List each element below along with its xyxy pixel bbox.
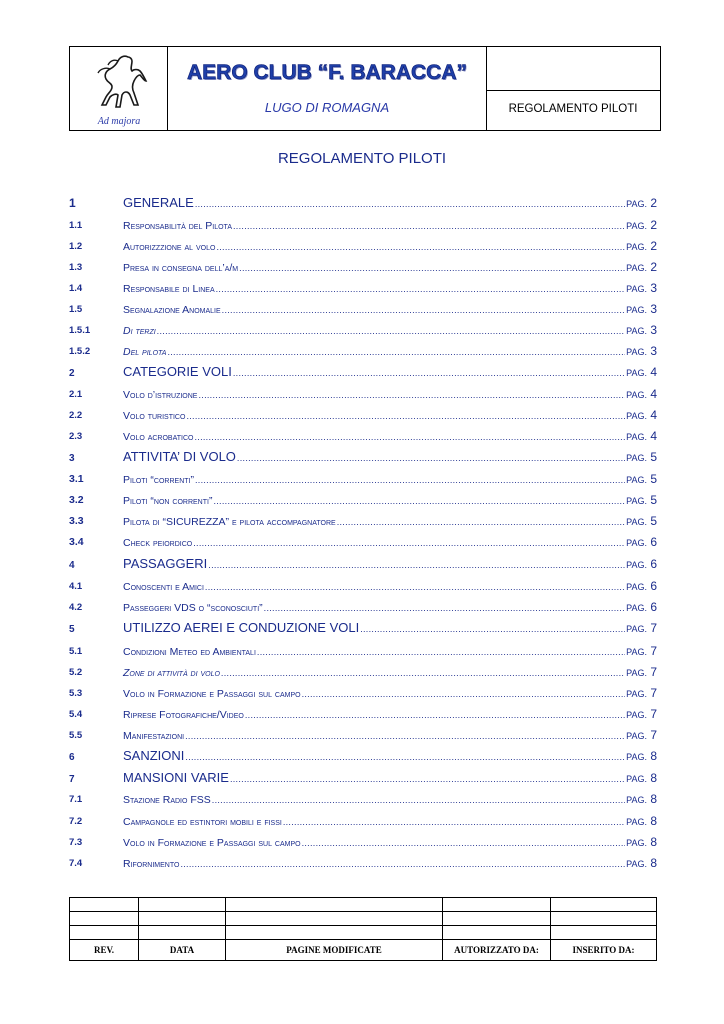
toc-title: Zone di attività di volo (123, 667, 220, 679)
page-title: REGOLAMENTO PILOTI (277, 150, 447, 167)
toc-number: 3.4 (69, 536, 84, 548)
toc-title: Rifornimento (123, 858, 180, 870)
toc-line (123, 342, 657, 360)
toc-title: MANSIONI VARIE (123, 770, 229, 785)
toc-page (626, 408, 657, 422)
toc-entry[interactable] (69, 470, 657, 490)
toc-line (123, 705, 657, 723)
toc-line (123, 363, 657, 381)
toc-number: 3.2 (69, 494, 84, 506)
toc-entry[interactable] (69, 790, 657, 810)
toc-number: 1.4 (69, 283, 83, 294)
toc-entry[interactable] (69, 237, 657, 257)
toc-number: 4.1 (69, 581, 83, 592)
toc-page-prefix: PAG. (626, 838, 647, 848)
toc-entry[interactable] (69, 363, 657, 383)
toc-leader (237, 448, 625, 466)
toc-line (123, 321, 657, 339)
toc-line (123, 491, 657, 509)
toc-line (123, 833, 657, 851)
toc-number: 7.2 (69, 816, 83, 827)
toc-entry[interactable] (69, 300, 657, 320)
toc-leader (185, 726, 625, 744)
toc-title: Piloti “correnti” (123, 474, 194, 486)
revision-cell (551, 926, 657, 940)
toc-page-prefix: PAG. (626, 347, 647, 357)
toc-leader (194, 427, 625, 445)
toc-entry[interactable] (69, 533, 657, 553)
revision-cell (226, 912, 443, 926)
toc-title: Riprese Fotografiche/Video (123, 709, 244, 721)
toc-page-prefix: PAG. (626, 284, 647, 294)
toc-number: 5.4 (69, 709, 83, 720)
toc-number: 1.2 (69, 241, 83, 252)
toc-number: 2.1 (69, 389, 83, 400)
toc-page-prefix: PAG. (626, 668, 647, 678)
toc-entry[interactable] (69, 812, 657, 832)
toc-line (123, 406, 657, 424)
toc-page (626, 792, 657, 806)
toc-page-prefix: PAG. (626, 710, 647, 720)
toc-title: Volo in Formazione e Passaggi sul campo (123, 837, 301, 849)
toc-page (626, 621, 657, 635)
toc-page-prefix: PAG. (626, 368, 647, 378)
toc-leader (186, 406, 625, 424)
toc-page-prefix: PAG. (626, 411, 647, 421)
toc-page (626, 429, 657, 443)
toc-title: Responsabile di Linea (123, 283, 215, 295)
toc-title: UTILIZZO AEREI E CONDUZIONE VOLI (123, 620, 360, 635)
toc-number: 5.3 (69, 688, 83, 699)
toc-page-number: 5 (650, 472, 657, 486)
toc-number: 3.3 (69, 515, 84, 527)
toc-page (626, 814, 657, 828)
toc-leader (302, 684, 626, 702)
toc-page-number: 4 (650, 429, 657, 443)
toc-leader (212, 790, 625, 808)
toc-page-number: 8 (650, 814, 657, 828)
toc-number: 4.2 (69, 602, 83, 613)
revision-table (69, 897, 657, 961)
revision-cell (226, 898, 443, 912)
toc-page-prefix: PAG. (626, 689, 647, 699)
toc-leader (257, 642, 625, 660)
toc-page-prefix: PAG. (626, 263, 647, 273)
revision-cell (551, 912, 657, 926)
toc-line (123, 300, 657, 318)
toc-page (626, 344, 657, 358)
toc-line (123, 512, 657, 530)
toc-leader (233, 216, 625, 234)
toc-title: Di terzi (123, 325, 156, 337)
toc-page (626, 472, 657, 486)
toc-entry[interactable] (69, 769, 657, 789)
header-divider (487, 90, 660, 91)
toc-page-prefix: PAG. (626, 242, 647, 252)
toc-title: PASSAGGERI (123, 556, 208, 571)
revision-cell (443, 912, 551, 926)
toc-page-number: 7 (650, 644, 657, 658)
toc-page (626, 600, 657, 614)
toc-number: 5.2 (69, 667, 83, 678)
toc-number: 5.5 (69, 730, 83, 741)
toc-title: ATTIVITA’ DI VOLO (123, 449, 236, 464)
toc-page (626, 281, 657, 295)
toc-page-prefix: PAG. (626, 453, 647, 463)
toc-leader (208, 555, 625, 573)
toc-page-number: 6 (650, 535, 657, 549)
toc-page-number: 3 (650, 344, 657, 358)
revision-row (70, 926, 657, 940)
toc-title: Volo turistico (123, 410, 186, 422)
toc-line (123, 619, 657, 637)
toc-entry[interactable] (69, 726, 657, 746)
prancing-horse-icon (88, 51, 150, 115)
toc-title: Campagnole ed estintori mobili e fissi (123, 816, 282, 828)
toc-entry[interactable] (69, 342, 657, 362)
toc-line (123, 642, 657, 660)
revision-cell (139, 912, 226, 926)
toc-entry[interactable] (69, 747, 657, 767)
toc-page (626, 260, 657, 274)
toc-title: GENERALE (123, 195, 194, 210)
toc-page-number: 4 (650, 408, 657, 422)
toc-leader (193, 533, 625, 551)
revision-cell (551, 898, 657, 912)
toc-number: 2.2 (69, 410, 83, 421)
toc-number: 3.1 (69, 473, 84, 485)
toc-page (626, 493, 657, 507)
toc-page-number: 2 (650, 196, 657, 210)
toc-line (123, 448, 657, 466)
col-inserito: INSERITO DA: (551, 940, 657, 961)
toc-page (626, 302, 657, 316)
toc-leader (233, 363, 625, 381)
revision-row (70, 898, 657, 912)
toc-line (123, 726, 657, 744)
toc-page (626, 535, 657, 549)
toc-title: Autorizzzione al volo (123, 241, 216, 253)
toc-page-prefix: PAG. (626, 517, 647, 527)
toc-leader (195, 194, 625, 212)
toc-leader (222, 300, 625, 318)
toc-page-number: 8 (650, 856, 657, 870)
toc-leader (221, 663, 625, 681)
toc-title: Check peiordico (123, 537, 193, 549)
toc-page-number: 6 (650, 600, 657, 614)
toc-page-number: 6 (650, 557, 657, 571)
toc-entry[interactable] (69, 854, 657, 874)
toc-line (123, 812, 657, 830)
toc-number: 1.5 (69, 304, 83, 315)
toc-page-prefix: PAG. (626, 560, 647, 570)
toc-page (626, 323, 657, 337)
toc-page-prefix: PAG. (626, 647, 647, 657)
toc-page (626, 686, 657, 700)
toc-line (123, 279, 657, 297)
toc-title: Manifestazioni (123, 730, 185, 742)
toc-page (626, 835, 657, 849)
toc-page-number: 7 (650, 665, 657, 679)
toc-title: Piloti “non correnti” (123, 495, 213, 507)
revision-cell (70, 898, 139, 912)
toc-page-prefix: PAG. (626, 731, 647, 741)
toc-leader (216, 279, 626, 297)
revision-cell (139, 926, 226, 940)
toc-page-prefix: PAG. (626, 624, 647, 634)
toc-page-number: 3 (650, 323, 657, 337)
toc-entry[interactable] (69, 491, 657, 511)
toc-page-prefix: PAG. (626, 432, 647, 442)
toc-title: Conoscenti e Amici (123, 581, 204, 593)
toc-leader (157, 321, 625, 339)
toc-page-number: 5 (650, 514, 657, 528)
logo-cell (70, 47, 168, 130)
toc-page (626, 514, 657, 528)
doc-label-cell (486, 47, 660, 130)
toc-page-number: 6 (650, 579, 657, 593)
revision-cell (70, 926, 139, 940)
toc-page-prefix: PAG. (626, 795, 647, 805)
toc-page (626, 239, 657, 253)
toc-entry[interactable] (69, 598, 657, 618)
toc-page-number: 8 (650, 749, 657, 763)
toc-entry[interactable] (69, 194, 657, 214)
revision-cell (443, 898, 551, 912)
header-doc-label: REGOLAMENTO PILOTI (508, 103, 638, 115)
logo-motto: Ad majora (97, 116, 141, 127)
revision-cell (443, 926, 551, 940)
toc-page-prefix: PAG. (626, 603, 647, 613)
toc-line (123, 854, 657, 872)
toc-page-prefix: PAG. (626, 326, 647, 336)
toc-number: 1.5.1 (69, 325, 91, 336)
club-city: LUGO DI ROMAGNA (264, 100, 390, 115)
toc-title: Stazione Radio FSS (123, 794, 211, 806)
toc-entry[interactable] (69, 555, 657, 575)
toc-page (626, 365, 657, 379)
revision-cell (139, 898, 226, 912)
toc-page-number: 5 (650, 450, 657, 464)
toc-page-number: 2 (650, 239, 657, 253)
toc-number: 1.1 (69, 220, 83, 231)
toc-number: 7.3 (69, 837, 83, 848)
toc-entry[interactable] (69, 684, 657, 704)
toc-page (626, 771, 657, 785)
toc-title: Responsabilità del Pilota (123, 220, 232, 232)
toc-title: Presa in consegna dell’a/m (123, 262, 239, 274)
toc-entry[interactable] (69, 321, 657, 341)
toc-page-number: 8 (650, 771, 657, 785)
toc-leader (360, 619, 625, 637)
toc-page-prefix: PAG. (626, 774, 647, 784)
toc-line (123, 470, 657, 488)
toc-leader (230, 769, 625, 787)
toc-entry[interactable] (69, 577, 657, 597)
toc-entry[interactable] (69, 448, 657, 468)
revision-cell (226, 926, 443, 940)
toc-number: 3 (69, 453, 75, 464)
toc-leader (245, 705, 625, 723)
toc-leader (264, 598, 625, 616)
toc-title: Segnalazione Anomalie (123, 304, 221, 316)
toc-page-prefix: PAG. (626, 859, 647, 869)
toc-line (123, 769, 657, 787)
toc-page-prefix: PAG. (626, 221, 647, 231)
toc-leader (213, 491, 625, 509)
col-pagine: PAGINE MODIFICATE (226, 940, 443, 961)
toc-entry[interactable] (69, 833, 657, 853)
toc-line (123, 533, 657, 551)
toc-page-prefix: PAG. (626, 475, 647, 485)
toc-page (626, 728, 657, 742)
toc-line (123, 385, 657, 403)
toc-leader (337, 512, 625, 530)
document-header (69, 46, 661, 131)
toc-title: Condizioni Meteo ed Ambientali (123, 646, 256, 658)
toc-title: Pilota di “SICUREZZA” e pilota accompagnatore (123, 516, 336, 528)
toc-title: Passeggeri VDS o “sconosciuti” (123, 602, 263, 614)
toc-page-number: 3 (650, 302, 657, 316)
col-autorizzato: AUTORIZZATO DA: (443, 940, 551, 961)
toc-page-prefix: PAG. (626, 496, 647, 506)
col-data: DATA (139, 940, 226, 961)
toc-number: 7.1 (69, 794, 83, 805)
toc-entry[interactable] (69, 663, 657, 683)
toc-page-number: 2 (650, 218, 657, 232)
toc-page (626, 196, 657, 210)
toc-page-number: 7 (650, 621, 657, 635)
toc-number: 1.5.2 (69, 346, 91, 357)
toc-page (626, 579, 657, 593)
toc-leader (205, 577, 625, 595)
col-rev: REV. (70, 940, 139, 961)
toc-page-number: 7 (650, 707, 657, 721)
toc-entry[interactable] (69, 216, 657, 236)
toc-number: 4 (69, 560, 75, 571)
toc-leader (198, 385, 625, 403)
toc-title: Del pilota (123, 346, 167, 358)
toc-page-prefix: PAG. (626, 582, 647, 592)
toc-number: 7.4 (69, 858, 83, 869)
toc-number: 1.3 (69, 262, 83, 273)
toc-entry[interactable] (69, 427, 657, 447)
toc-page (626, 218, 657, 232)
toc-page-number: 8 (650, 835, 657, 849)
toc-entry[interactable] (69, 619, 657, 639)
toc-entry[interactable] (69, 279, 657, 299)
toc-leader (302, 833, 626, 851)
toc-page (626, 749, 657, 763)
toc-line (123, 237, 657, 255)
toc-entry[interactable] (69, 512, 657, 532)
toc-entry[interactable] (69, 258, 657, 278)
toc-page-number: 8 (650, 792, 657, 806)
toc-title: Volo acrobatico (123, 431, 194, 443)
toc-page-number: 5 (650, 493, 657, 507)
toc-line (123, 555, 657, 573)
toc-title: SANZIONI (123, 748, 185, 763)
toc-page-prefix: PAG. (626, 390, 647, 400)
toc-page (626, 665, 657, 679)
toc-page-prefix: PAG. (626, 817, 647, 827)
toc-leader (283, 812, 625, 830)
toc-line (123, 577, 657, 595)
toc-page-prefix: PAG. (626, 752, 647, 762)
toc-title: Volo in Formazione e Passaggi sul campo (123, 688, 301, 700)
toc-leader (185, 747, 625, 765)
toc-entry[interactable] (69, 642, 657, 662)
toc-number: 6 (69, 752, 75, 763)
toc-line (123, 194, 657, 212)
toc-entry[interactable] (69, 705, 657, 725)
toc-leader (180, 854, 625, 872)
toc-page (626, 644, 657, 658)
toc-line (123, 216, 657, 234)
toc-line (123, 684, 657, 702)
toc-line (123, 747, 657, 765)
toc-page-number: 4 (650, 365, 657, 379)
toc-number: 7 (69, 774, 75, 785)
toc-leader (167, 342, 625, 360)
toc-page (626, 557, 657, 571)
toc-page-prefix: PAG. (626, 305, 647, 315)
toc-page (626, 450, 657, 464)
toc-leader (195, 470, 625, 488)
toc-line (123, 663, 657, 681)
toc-page-number: 4 (650, 387, 657, 401)
toc-line (123, 790, 657, 808)
toc-line (123, 598, 657, 616)
toc-page-prefix: PAG. (626, 538, 647, 548)
toc-title: Volo d’istruzione (123, 389, 198, 401)
toc-line (123, 427, 657, 445)
toc-page-number: 7 (650, 728, 657, 742)
toc-page (626, 856, 657, 870)
toc-leader (239, 258, 625, 276)
toc-title: CATEGORIE VOLI (123, 364, 232, 379)
toc-page-number: 3 (650, 281, 657, 295)
toc-page-number: 2 (650, 260, 657, 274)
club-name: AERO CLUB “F. BARACCA” (187, 61, 467, 84)
toc-number: 5.1 (69, 646, 83, 657)
toc-page (626, 707, 657, 721)
toc-line (123, 258, 657, 276)
toc-leader (216, 237, 625, 255)
revision-cell (70, 912, 139, 926)
toc-entry[interactable] (69, 385, 657, 405)
revision-row (70, 912, 657, 926)
toc-page-number: 7 (650, 686, 657, 700)
toc-number: 5 (69, 624, 75, 635)
toc-number: 2 (69, 368, 75, 379)
toc-number: 1 (69, 196, 76, 210)
toc-entry[interactable] (69, 406, 657, 426)
toc-page-prefix: PAG. (626, 199, 647, 209)
toc-number: 2.3 (69, 431, 83, 442)
revision-header-row (70, 940, 657, 961)
toc-page (626, 387, 657, 401)
